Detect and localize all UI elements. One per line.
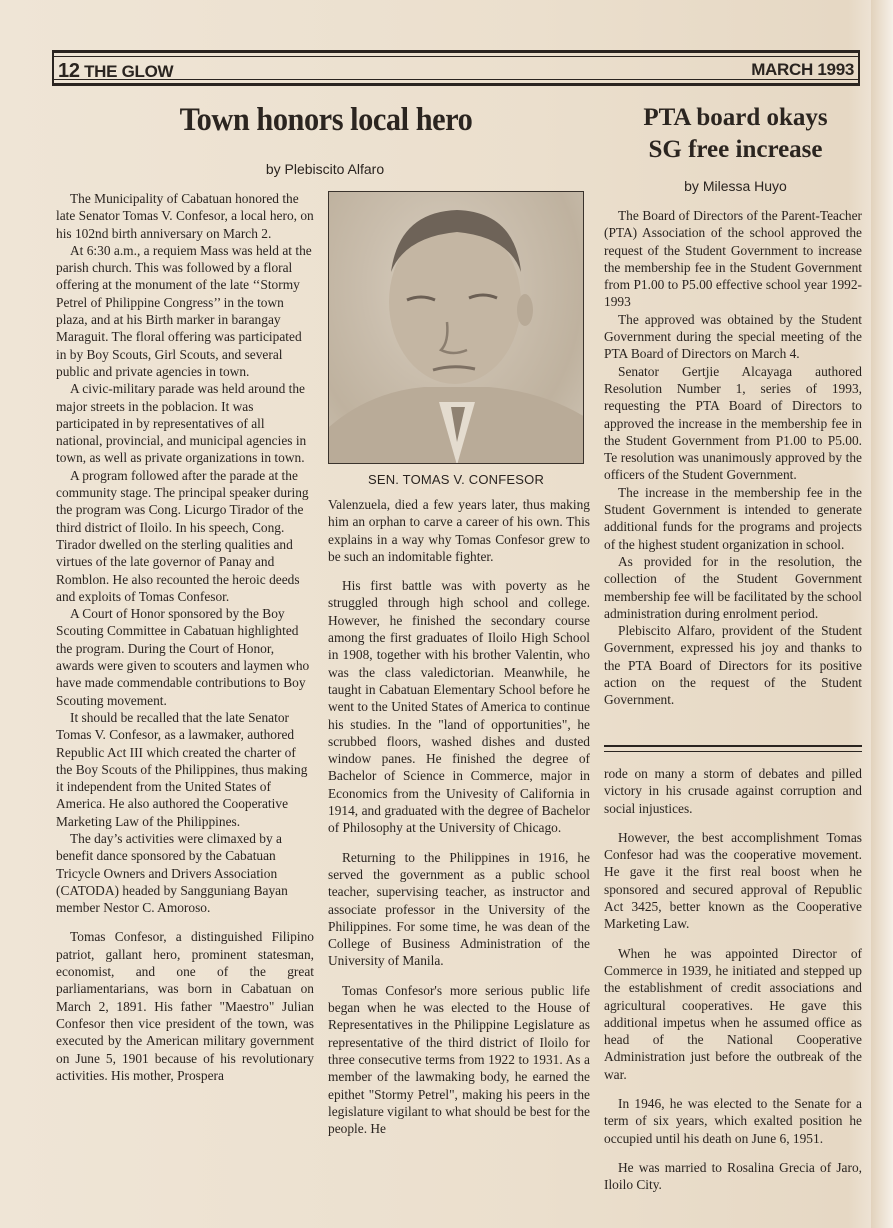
issue-date: MARCH 1993 [751,60,854,79]
paragraph: A Court of Honor sponsored by the Boy Scouting Committee in Cabatuan highlighted the program. During the Court of Honor, awards were given to scouters and laymen who have made commendable contributions to Boy Scouting movement. [56,606,310,708]
publication-name: THE GLOW [84,62,174,81]
paragraph: His first battle was with poverty as he struggled through high school and college. However, he finished the secondary course among the first graduates of Iloilo High School in 1908, together with his brother Valentin, who was the class valedictorian. Meanwhile, he taught in Cabatuan Elementary School before he went to the United States of America to continue his studies. In the "land of opportunities", he scrubbed floors, washed dishes and dusted window panes. He finished the degree of Bachelor of Science in Commerce, major in Economics from the Univesity of California in 1914, and graduated with the degree of Bachelor of Philosophy at the University of Chicago. [328,578,590,836]
paragraph: The Board of Directors of the Parent-Teacher (PTA) Association of the school approved the request of the Student Government to increase the membership fee in the Student Government from P1.00 to P5.00 effective school year 1992-1993 [604,208,862,310]
masthead-rule-top [54,56,858,57]
page-number: 12 [58,60,80,82]
paragraph: Valenzuela, died a few years later, thus making him an orphan to carve a career of his own. This explains in a way why Tomas Confesor grew to be such an indomitable fighter. [328,497,590,564]
paragraph: A program followed after the parade at the community stage. The principal speaker during the program was Cong. Licurgo Tirador of the third district of Iloilo. In his speech, Cong. Tirador dwelled on the sterling qualities and virtues of the late governor of Panay and Romblon. He also recounted the heroic deeds and exploits of Tomas Confesor. [56,467,309,604]
paragraph: At 6:30 a.m., a requiem Mass was held at the parish church. This was followed by a floral offering at the monument of the late ‘‘Stormy Petrel of Philippine Congress’’ in the town plaza, and at his Birth marker in barangay Maraguit. The floral offering was participated in by Boy Scouts, Girl Scouts, and several public and private agencies in town. [56,242,312,379]
paragraph: Tomas Confesor's more serious public life began when he was elected to the House of Representatives in the Philippine Legislature as representative of the third district of Iloilo for three consecutive terms from 1922 to 1931. As a member of the lawmaking body, he earned the epithet "Stormy Petrel", making his peers in the legislature vigilant to what should be best for the people. He [328,982,590,1137]
main-article-column-2 [328,496,590,1137]
portrait-icon [329,192,584,464]
paragraph: However, the best accomplishment Tomas Confesor had was the cooperative movement. He gave it the first real boost when he sponsored and secured approval of Republic Act 3425, better known as the Cooperative Marketing Law. [604,829,862,932]
paragraph: Senator Gertjie Alcayaga authored Resolution Number 1, series of 1993, requesting the PTA Board of Directors to approved the increase in the membership fee in the Student Government from P1.00 to P5.00. Te resolution was unanimously approved by the officers of the Student Government. [604,363,862,483]
paragraph: He was married to Rosalina Grecia of Jaro, Iloilo City. [604,1159,862,1193]
paragraph: The day’s activities were climaxed by a benefit dance sponsored by the Cabatuan Tricycle Owners and Drivers Association (CATODA) headed by Sangguniang Bayan member Nestor C. Amoroso. [56,830,288,916]
portrait-photo [328,191,584,464]
section-divider [604,745,862,752]
photo-caption: SEN. TOMAS V. CONFESOR [367,472,545,487]
page-edge [871,0,893,1228]
paragraph: When he was appointed Director of Commerce in 1939, he initiated and stepped up the establishment of credit associations and agricultural cooperatives. He gave this additional impetus when he assumed office as head of the National Cooperative Administration just before the outbreak of the war. [604,945,862,1082]
paragraph: The approved was obtained by the Student Government during the special meeting of the PTA Board of Directors on March 4. [604,311,862,362]
paragraph: rode on many a storm of debates and pilled victory in his crusade against corruption and social injustices. [604,766,862,816]
side-headline-line2: SG free increase [648,136,823,163]
side-headline [608,102,863,166]
masthead-rule-bottom [54,79,858,80]
masthead-left [58,60,173,83]
main-byline: by Plebiscito Alfaro [265,161,385,177]
paragraph: Returning to the Philippines in 1916, he served the government as a public school teacher, supervising teacher, as instructor and associate professor in the University of the Philippines. For some time, he was dean of the College of Business Administration of the University of Manila. [328,849,590,969]
paragraph: Plebiscito Alfaro, provident of the Student Government, expressed his joy and thanks to the PTA Board of Directors for its positive action on the request of the Student Government. [604,623,862,708]
main-headline: Town honors local hero [179,102,473,138]
paragraph: As provided for in the resolution, the collection of the Student Government membership fee will be facilitated by the school administration during enrolment period. [604,553,862,621]
masthead [52,50,860,86]
paragraph: The increase in the membership fee in the Student Government is intended to generate additional funds for the programs and projects of the highest student organization in school. [604,484,862,552]
paragraph: The Municipality of Cabatuan honored the late Senator Tomas V. Confesor, a local hero, on his 102nd birth anniversary on March 2. [56,191,314,241]
paragraph: A civic-military parade was held around the major streets in the poblacion. It was participated in by representatives of all national, provincial, and municipal agencies in town, as well as private organizations in town. [56,381,307,466]
side-article-body [604,207,862,709]
side-byline: by Milessa Huyo [684,178,787,194]
paragraph: In 1946, he was elected to the Senate for a term of six years, which exalted position he occupied until his death on June 6, 1951. [604,1096,862,1146]
paragraph: Tomas Confesor, a distinguished Filipino patriot, gallant hero, prominent statesman, economist, and one of the great parliamentarians, was born in Cabatuan on March 2, 1891. His father "Maestro" Julian Confesor then vice president of the town, was executed by the American military government on June 5, 1901 because of his revolutionary activities. His mother, Prospera [56,929,314,1083]
main-article-column-1 [56,190,314,1084]
paragraph: It should be recalled that the late Senator Tomas V. Confesor, as a lawmaker, authored Republic Act III which created the charter of the Boy Scouts of the Philippines, thus making it independent from the United States of America. He also authored the Cooperative Marketing Law of the Philippines. [56,709,308,829]
side-headline-line1: PTA board okays [643,104,828,131]
main-article-column-3 [604,765,862,1194]
